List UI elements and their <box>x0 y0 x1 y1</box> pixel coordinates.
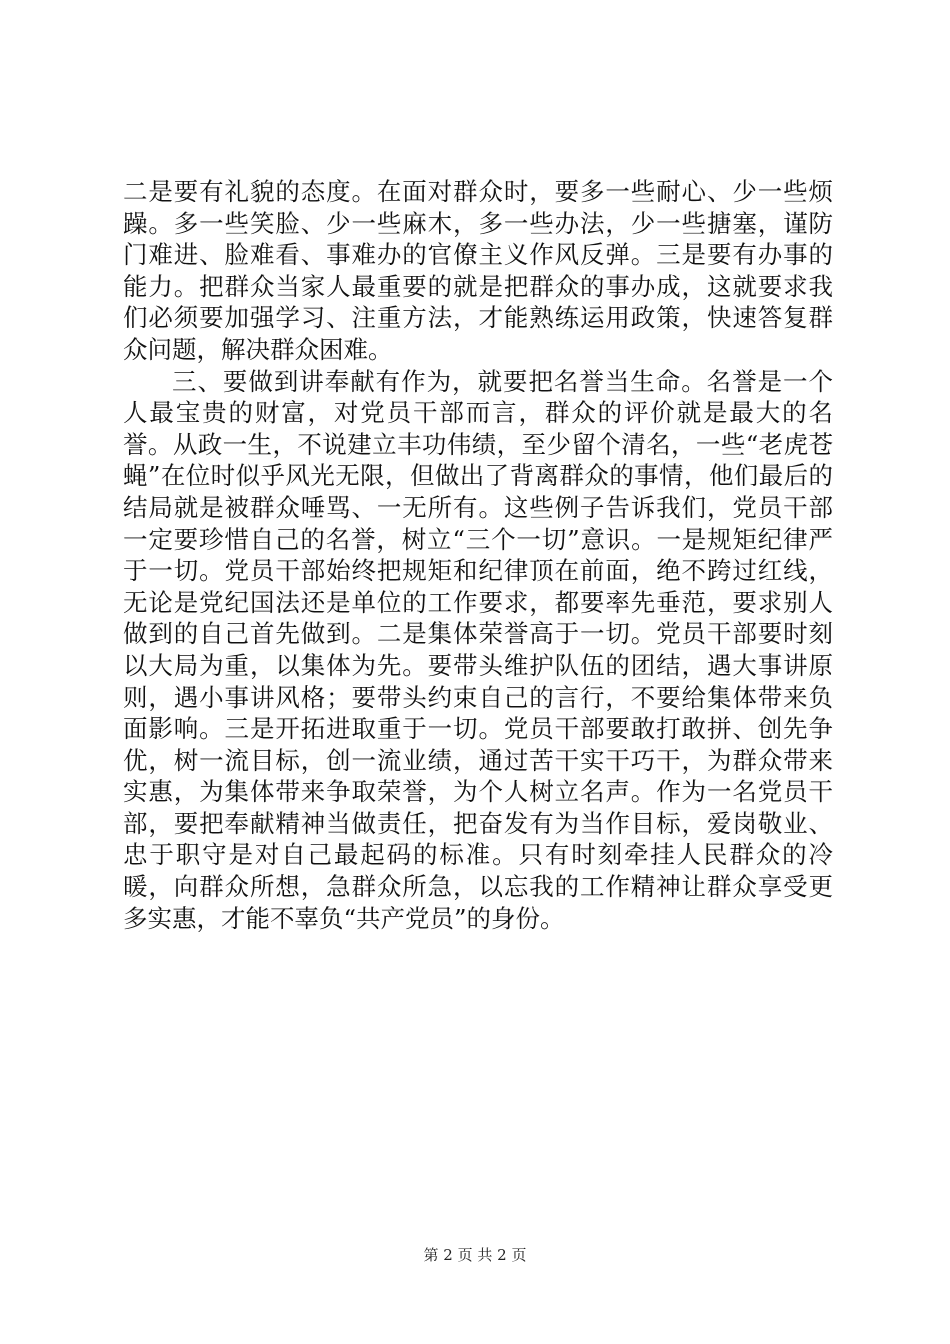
page-footer: 第 2 页 共 2 页 <box>423 1246 527 1264</box>
document-body <box>123 176 833 934</box>
paragraph-1: 二是要有礼貌的态度。在面对群众时，要多一些耐心、少一些烦躁。多一些笑脸、少一些麻木，多一些办法，少一些搪塞，谨防门难进、脸难看、事难办的官僚主义作风反弹。三是要有办事的能力。把群众当家人最重要的就是把群众的事办成，这就要求我们必须要加强学习、注重方法，才能熟练运用政策，快速答复群众问题，解决群众困难。 <box>123 177 833 364</box>
paragraph-2: 三、要做到讲奉献有作为，就要把名誉当生命。名誉是一个人最宝贵的财富，对党员干部而言，群众的评价就是最大的名誉。从政一生，不说建立丰功伟绩，至少留个清名，一些“老虎苍蝇”在位时似乎风光无限，但做出了背离群众的事情，他们最后的结局就是被群众唾骂、一无所有。这些例子告诉我们，党员干部一定要珍惜自己的名誉，树立“三个一切”意识。一是规矩纪律严于一切。党员干部始终把规矩和纪律顶在前面，绝不跨过红线，无论是党纪国法还是单位的工作要求，都要率先垂范，要求别人做到的自己首先做到。二是集体荣誉高于一切。党员干部要时刻以大局为重，以集体为先。要带头维护队伍的团结，遇大事讲原则，遇小事讲风格；要带头约束自己的言行，不要给集体带来负面影响。三是开拓进取重于一切。党员干部要敢打敢拼、创先争优，树一流目标，创一流业绩，通过苦干实干巧干，为群众带来实惠，为集体带来争取荣誉，为个人树立名声。作为一名党员干部，要把奉献精神当做责任，把奋发有为当作目标，爱岗敬业、忠于职守是对自己最起码的标准。只有时刻牵挂人民群众的冷暖，向群众所想，急群众所急，以忘我的工作精神让群众享受更多实惠，才能不辜负“共产党员”的身份。 <box>123 366 833 933</box>
